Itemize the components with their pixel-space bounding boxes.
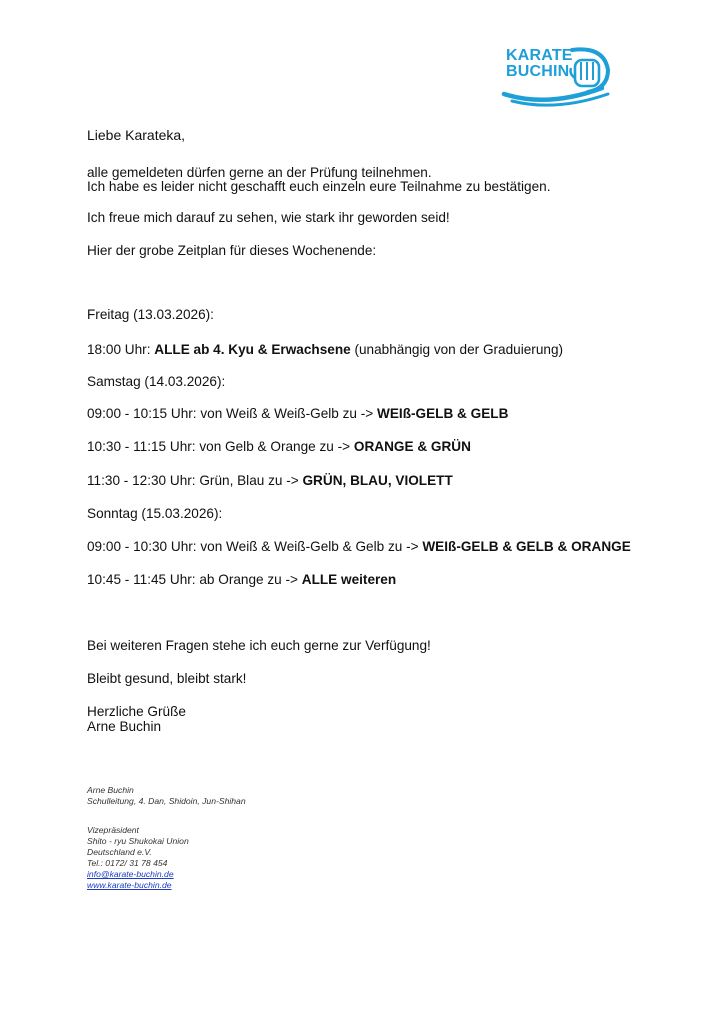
schedule-time: 09:00 - 10:30 Uhr: [87, 539, 201, 554]
schedule-text: von Gelb & Orange zu -> [199, 439, 354, 454]
schedule-item-friday-1 [87, 342, 563, 357]
schedule-group: ALLE weiteren [301, 572, 397, 587]
schedule-text: von Weiß & Weiß-Gelb & Gelb zu -> [200, 539, 423, 554]
schedule-item-saturday-1 [87, 406, 508, 421]
schedule-group: WEIß-GELB & GELB & ORANGE [422, 539, 631, 554]
day-heading-saturday: Samstag (14.03.2026): [87, 374, 226, 389]
schedule-item-saturday-2 [87, 439, 471, 454]
footer-phone: Tel.: 0172/ 31 78 454 [87, 858, 168, 868]
day-heading-sunday: Sonntag (15.03.2026): [87, 506, 223, 521]
schedule-group: ALLE ab 4. Kyu & Erwachsene [154, 342, 351, 357]
signature-name: Arne Buchin [87, 719, 162, 734]
footer-role: Schulleitung, 4. Dan, Shidoin, Jun-Shihan [87, 796, 246, 806]
day-heading-friday: Freitag (13.03.2026): [87, 307, 214, 322]
footer-name: Arne Buchin [87, 785, 134, 795]
footer-website-link[interactable]: www.karate-buchin.de [87, 880, 172, 890]
schedule-group: WEIß-GELB & GELB [377, 406, 509, 421]
schedule-group: GRÜN, BLAU, VIOLETT [302, 473, 453, 488]
schedule-group: ORANGE & GRÜN [353, 439, 471, 454]
closing-greeting: Herzliche Grüße [87, 704, 186, 719]
intro-line-3: Ich freue mich darauf zu sehen, wie stark ihr geworden seid! [87, 210, 450, 225]
schedule-item-saturday-3 [87, 473, 453, 488]
schedule-time: 18:00 Uhr: [87, 342, 155, 357]
schedule-time: 10:30 - 11:15 Uhr: [87, 439, 200, 454]
logo-word-buchin: BUCHIN [506, 63, 570, 80]
intro-line-1: alle gemeldeten dürfen gerne an der Prüfung teilnehmen. [87, 165, 432, 180]
schedule-item-sunday-1 [87, 539, 631, 554]
closing-line-questions: Bei weiteren Fragen stehe ich euch gerne zur Verfügung! [87, 638, 431, 653]
intro-line-2: Ich habe es leider nicht geschafft euch einzeln eure Teilnahme zu bestätigen. [87, 179, 551, 194]
schedule-text: ab Orange zu -> [199, 572, 302, 587]
karate-buchin-logo [498, 44, 616, 108]
schedule-item-sunday-2 [87, 572, 396, 587]
closing-line-wishes: Bleibt gesund, bleibt stark! [87, 671, 247, 686]
footer-email-link[interactable]: info@karate-buchin.de [87, 869, 174, 879]
intro-line-4: Hier der grobe Zeitplan für dieses Wochenende: [87, 243, 377, 258]
schedule-text: Grün, Blau zu -> [199, 473, 303, 488]
schedule-time: 10:45 - 11:45 Uhr: [87, 572, 200, 587]
schedule-text: von Weiß & Weiß-Gelb zu -> [200, 406, 378, 421]
logo-word-karate: KARATE [506, 47, 573, 64]
fist-icon [571, 60, 600, 86]
schedule-time: 11:30 - 12:30 Uhr: [87, 473, 200, 488]
schedule-note: (unabhängig von der Graduierung) [350, 342, 564, 357]
footer-org-line-2: Deutschland e.V. [87, 847, 152, 857]
footer-org-line-1: Shito - ryu Shukokai Union [87, 836, 189, 846]
salutation: Liebe Karateka, [87, 127, 186, 143]
footer-org-title: Vizepräsident [87, 825, 139, 835]
schedule-time: 09:00 - 10:15 Uhr: [87, 406, 201, 421]
